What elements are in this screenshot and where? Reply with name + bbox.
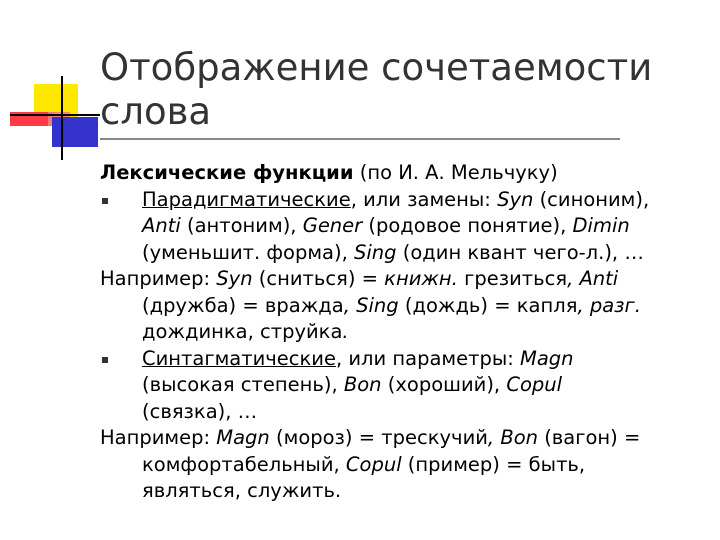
lf-copul: Copul bbox=[506, 373, 563, 396]
paradigmatic-text: (антоним), bbox=[180, 214, 303, 237]
example-text: = трескучий bbox=[358, 426, 488, 449]
title-line-2: слова bbox=[100, 90, 212, 133]
lf-syn: Syn bbox=[216, 267, 253, 290]
example-1-line-1 bbox=[100, 266, 712, 293]
example-text: дождинка, струйка bbox=[142, 320, 343, 343]
decor-horizontal-line bbox=[10, 114, 100, 116]
syntagmatic-heading: Синтагматические bbox=[142, 346, 336, 370]
example-text: = быть, bbox=[506, 452, 586, 476]
example-1-line-3 bbox=[100, 319, 712, 346]
lf-dimin: Dimin bbox=[572, 214, 630, 237]
syntagmatic-text: (хороший), bbox=[381, 373, 507, 396]
intro-heading: Лексические функции bbox=[100, 161, 354, 184]
lf-anti: Anti bbox=[142, 214, 181, 237]
example-text: являться, служить. bbox=[142, 479, 342, 502]
example-text: грезиться bbox=[457, 267, 568, 290]
example-text: (пример) bbox=[401, 452, 507, 476]
example-text: , разг. bbox=[577, 293, 641, 317]
lf-magn: Magn bbox=[216, 426, 270, 449]
lf-magn: Magn bbox=[520, 346, 574, 370]
intro-source: (по И. А. Мельчуку) bbox=[353, 161, 558, 184]
lf-sing: Sing bbox=[354, 240, 397, 264]
lf-bon: Bon bbox=[343, 373, 382, 396]
example-text: = капля bbox=[494, 293, 578, 317]
paradigmatic-text: (уменьшит. форма), bbox=[142, 240, 355, 264]
example-text: (вагон) bbox=[538, 426, 624, 449]
square-bullet-icon bbox=[102, 357, 108, 363]
example-text: (сниться) bbox=[252, 267, 362, 290]
square-bullet-icon bbox=[102, 198, 108, 204]
title-divider bbox=[100, 138, 620, 140]
syntagmatic-text: (связка), … bbox=[142, 399, 258, 423]
example-text: = книжн. bbox=[361, 267, 458, 290]
example-1-line-2 bbox=[100, 293, 712, 320]
slide-title bbox=[100, 46, 660, 134]
syntagmatic-text: , или параметры: bbox=[335, 346, 521, 370]
paradigmatic-text: (синоним), bbox=[533, 187, 650, 211]
syntagmatic-line-1 bbox=[100, 346, 712, 373]
lf-anti: , Anti bbox=[567, 267, 619, 290]
example-text: комфортабельный, bbox=[142, 452, 346, 476]
paradigmatic-heading: Парадигматические bbox=[142, 187, 351, 211]
syntagmatic-line-2 bbox=[100, 372, 712, 399]
slide-body bbox=[100, 160, 712, 505]
syntagmatic-line-3 bbox=[100, 399, 712, 426]
paradigmatic-line-2 bbox=[100, 213, 712, 240]
decor-blue-square bbox=[52, 117, 98, 147]
lf-syn: Syn bbox=[497, 187, 534, 211]
syntagmatic-text: (высокая степень), bbox=[142, 373, 344, 396]
paradigmatic-line-1 bbox=[100, 187, 712, 214]
example-text: (мороз) bbox=[269, 426, 359, 449]
lf-copul: Copul bbox=[345, 452, 402, 476]
paradigmatic-line-3 bbox=[100, 240, 712, 267]
example-text: Например: bbox=[100, 426, 217, 449]
example-text: (дружба) = вражда bbox=[142, 293, 344, 317]
intro-line bbox=[100, 160, 712, 187]
example-2-line-2 bbox=[100, 452, 712, 479]
example-text: Например: bbox=[100, 267, 217, 290]
lf-gener: Gener bbox=[302, 214, 363, 237]
title-line-1: Отображение сочетаемости bbox=[100, 46, 653, 89]
example-2-line-3 bbox=[100, 478, 712, 505]
example-2-line-1 bbox=[100, 425, 712, 452]
paradigmatic-text: (родовое понятие), bbox=[362, 214, 573, 237]
example-text: = bbox=[623, 426, 641, 449]
decor-vertical-line bbox=[61, 76, 63, 160]
paradigmatic-text: , или замены: bbox=[350, 187, 498, 211]
lf-bon: , Bon bbox=[487, 426, 538, 449]
paradigmatic-text: (один квант чего-л.), … bbox=[396, 240, 644, 264]
example-text: . bbox=[342, 320, 349, 343]
example-text: (дождь) bbox=[398, 293, 495, 317]
lf-sing: , Sing bbox=[343, 293, 399, 317]
